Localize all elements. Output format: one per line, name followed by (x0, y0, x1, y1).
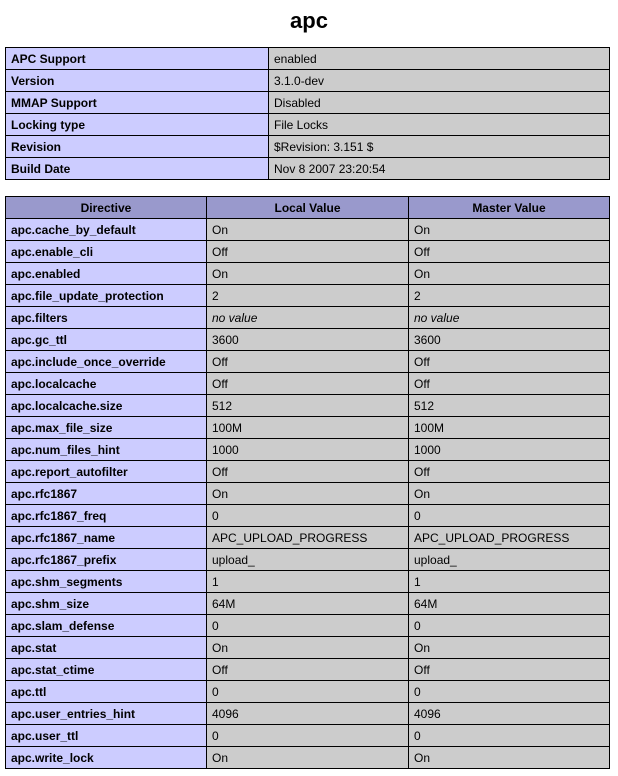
local-value: On (207, 263, 409, 285)
column-header-directive: Directive (6, 197, 207, 219)
local-value: Off (207, 461, 409, 483)
directive-name: apc.gc_ttl (6, 329, 207, 351)
phpinfo-apc-page (0, 8, 618, 769)
master-value: 0 (409, 725, 610, 747)
directive-name: apc.rfc1867_name (6, 527, 207, 549)
local-value: 0 (207, 681, 409, 703)
directive-name: apc.shm_segments (6, 571, 207, 593)
local-value: 0 (207, 725, 409, 747)
directive-name: apc.max_file_size (6, 417, 207, 439)
table-row (6, 219, 610, 241)
info-label: Locking type (6, 114, 269, 136)
master-value: On (409, 483, 610, 505)
table-row (6, 593, 610, 615)
local-value: 2 (207, 285, 409, 307)
master-value: 2 (409, 285, 610, 307)
directive-name: apc.ttl (6, 681, 207, 703)
info-label: APC Support (6, 48, 269, 70)
master-value: Off (409, 461, 610, 483)
master-value: 1000 (409, 439, 610, 461)
table-row (6, 395, 610, 417)
master-value: 100M (409, 417, 610, 439)
table-row (6, 417, 610, 439)
master-value: 64M (409, 593, 610, 615)
local-value: 1 (207, 571, 409, 593)
local-value: 0 (207, 505, 409, 527)
local-value: Off (207, 659, 409, 681)
table-row (6, 241, 610, 263)
table-row (6, 461, 610, 483)
directive-name: apc.stat_ctime (6, 659, 207, 681)
master-value: Off (409, 241, 610, 263)
info-value: Nov 8 2007 23:20:54 (269, 158, 610, 180)
master-value: On (409, 219, 610, 241)
directive-name: apc.user_entries_hint (6, 703, 207, 725)
directive-name: apc.user_ttl (6, 725, 207, 747)
info-label: MMAP Support (6, 92, 269, 114)
table-row (6, 263, 610, 285)
info-value: enabled (269, 48, 610, 70)
table-row (6, 571, 610, 593)
table-row (6, 307, 610, 329)
directive-name: apc.enabled (6, 263, 207, 285)
directive-name: apc.rfc1867_freq (6, 505, 207, 527)
directive-name: apc.write_lock (6, 747, 207, 769)
directive-name: apc.rfc1867 (6, 483, 207, 505)
apc-info-table (5, 47, 610, 180)
table-row (6, 329, 610, 351)
page-title: apc (290, 8, 328, 33)
table-row (6, 114, 610, 136)
directive-name: apc.cache_by_default (6, 219, 207, 241)
directive-name: apc.report_autofilter (6, 461, 207, 483)
directive-name: apc.localcache (6, 373, 207, 395)
local-value: On (207, 483, 409, 505)
column-header-local-value: Local Value (207, 197, 409, 219)
table-row (6, 747, 610, 769)
apc-directives-table (5, 196, 610, 769)
info-label: Build Date (6, 158, 269, 180)
table-row (6, 92, 610, 114)
info-value: Disabled (269, 92, 610, 114)
local-value: 4096 (207, 703, 409, 725)
master-value: 3600 (409, 329, 610, 351)
table-row (6, 285, 610, 307)
info-value: $Revision: 3.151 $ (269, 136, 610, 158)
local-value: On (207, 219, 409, 241)
master-value: On (409, 263, 610, 285)
info-label: Revision (6, 136, 269, 158)
local-value: On (207, 637, 409, 659)
table-row (6, 70, 610, 92)
local-value: Off (207, 351, 409, 373)
table-row (6, 483, 610, 505)
table-row (6, 549, 610, 571)
table-row (6, 725, 610, 747)
local-value: 512 (207, 395, 409, 417)
master-value: Off (409, 373, 610, 395)
directive-name: apc.shm_size (6, 593, 207, 615)
table-row (6, 373, 610, 395)
table-row (6, 659, 610, 681)
table-row (6, 439, 610, 461)
master-value: 0 (409, 681, 610, 703)
local-value: On (207, 747, 409, 769)
master-value: Off (409, 659, 610, 681)
table-row (6, 703, 610, 725)
local-value: Off (207, 373, 409, 395)
table-row (6, 637, 610, 659)
local-value: APC_UPLOAD_PROGRESS (207, 527, 409, 549)
local-value: Off (207, 241, 409, 263)
local-value: 100M (207, 417, 409, 439)
local-value: no value (207, 307, 409, 329)
table-row (6, 351, 610, 373)
master-value: upload_ (409, 549, 610, 571)
directive-name: apc.enable_cli (6, 241, 207, 263)
info-value: File Locks (269, 114, 610, 136)
local-value: 64M (207, 593, 409, 615)
table-row (6, 136, 610, 158)
directive-name: apc.slam_defense (6, 615, 207, 637)
local-value: 0 (207, 615, 409, 637)
master-value: 0 (409, 615, 610, 637)
local-value: upload_ (207, 549, 409, 571)
master-value: 4096 (409, 703, 610, 725)
directive-name: apc.stat (6, 637, 207, 659)
directive-name: apc.rfc1867_prefix (6, 549, 207, 571)
directive-name: apc.include_once_override (6, 351, 207, 373)
directive-name: apc.file_update_protection (6, 285, 207, 307)
master-value: On (409, 637, 610, 659)
table-row (6, 615, 610, 637)
info-table-body (6, 48, 610, 180)
info-value: 3.1.0-dev (269, 70, 610, 92)
table-row (6, 505, 610, 527)
table-row (6, 158, 610, 180)
directive-name: apc.num_files_hint (6, 439, 207, 461)
master-value: On (409, 747, 610, 769)
directive-name: apc.filters (6, 307, 207, 329)
master-value: Off (409, 351, 610, 373)
table-row (6, 527, 610, 549)
info-label: Version (6, 70, 269, 92)
directives-table-body (6, 219, 610, 769)
master-value: 1 (409, 571, 610, 593)
directive-name: apc.localcache.size (6, 395, 207, 417)
column-header-master-value: Master Value (409, 197, 610, 219)
master-value: 0 (409, 505, 610, 527)
local-value: 1000 (207, 439, 409, 461)
local-value: 3600 (207, 329, 409, 351)
directives-header-row (6, 197, 610, 219)
table-row (6, 48, 610, 70)
master-value: APC_UPLOAD_PROGRESS (409, 527, 610, 549)
table-row (6, 681, 610, 703)
master-value: no value (409, 307, 610, 329)
master-value: 512 (409, 395, 610, 417)
